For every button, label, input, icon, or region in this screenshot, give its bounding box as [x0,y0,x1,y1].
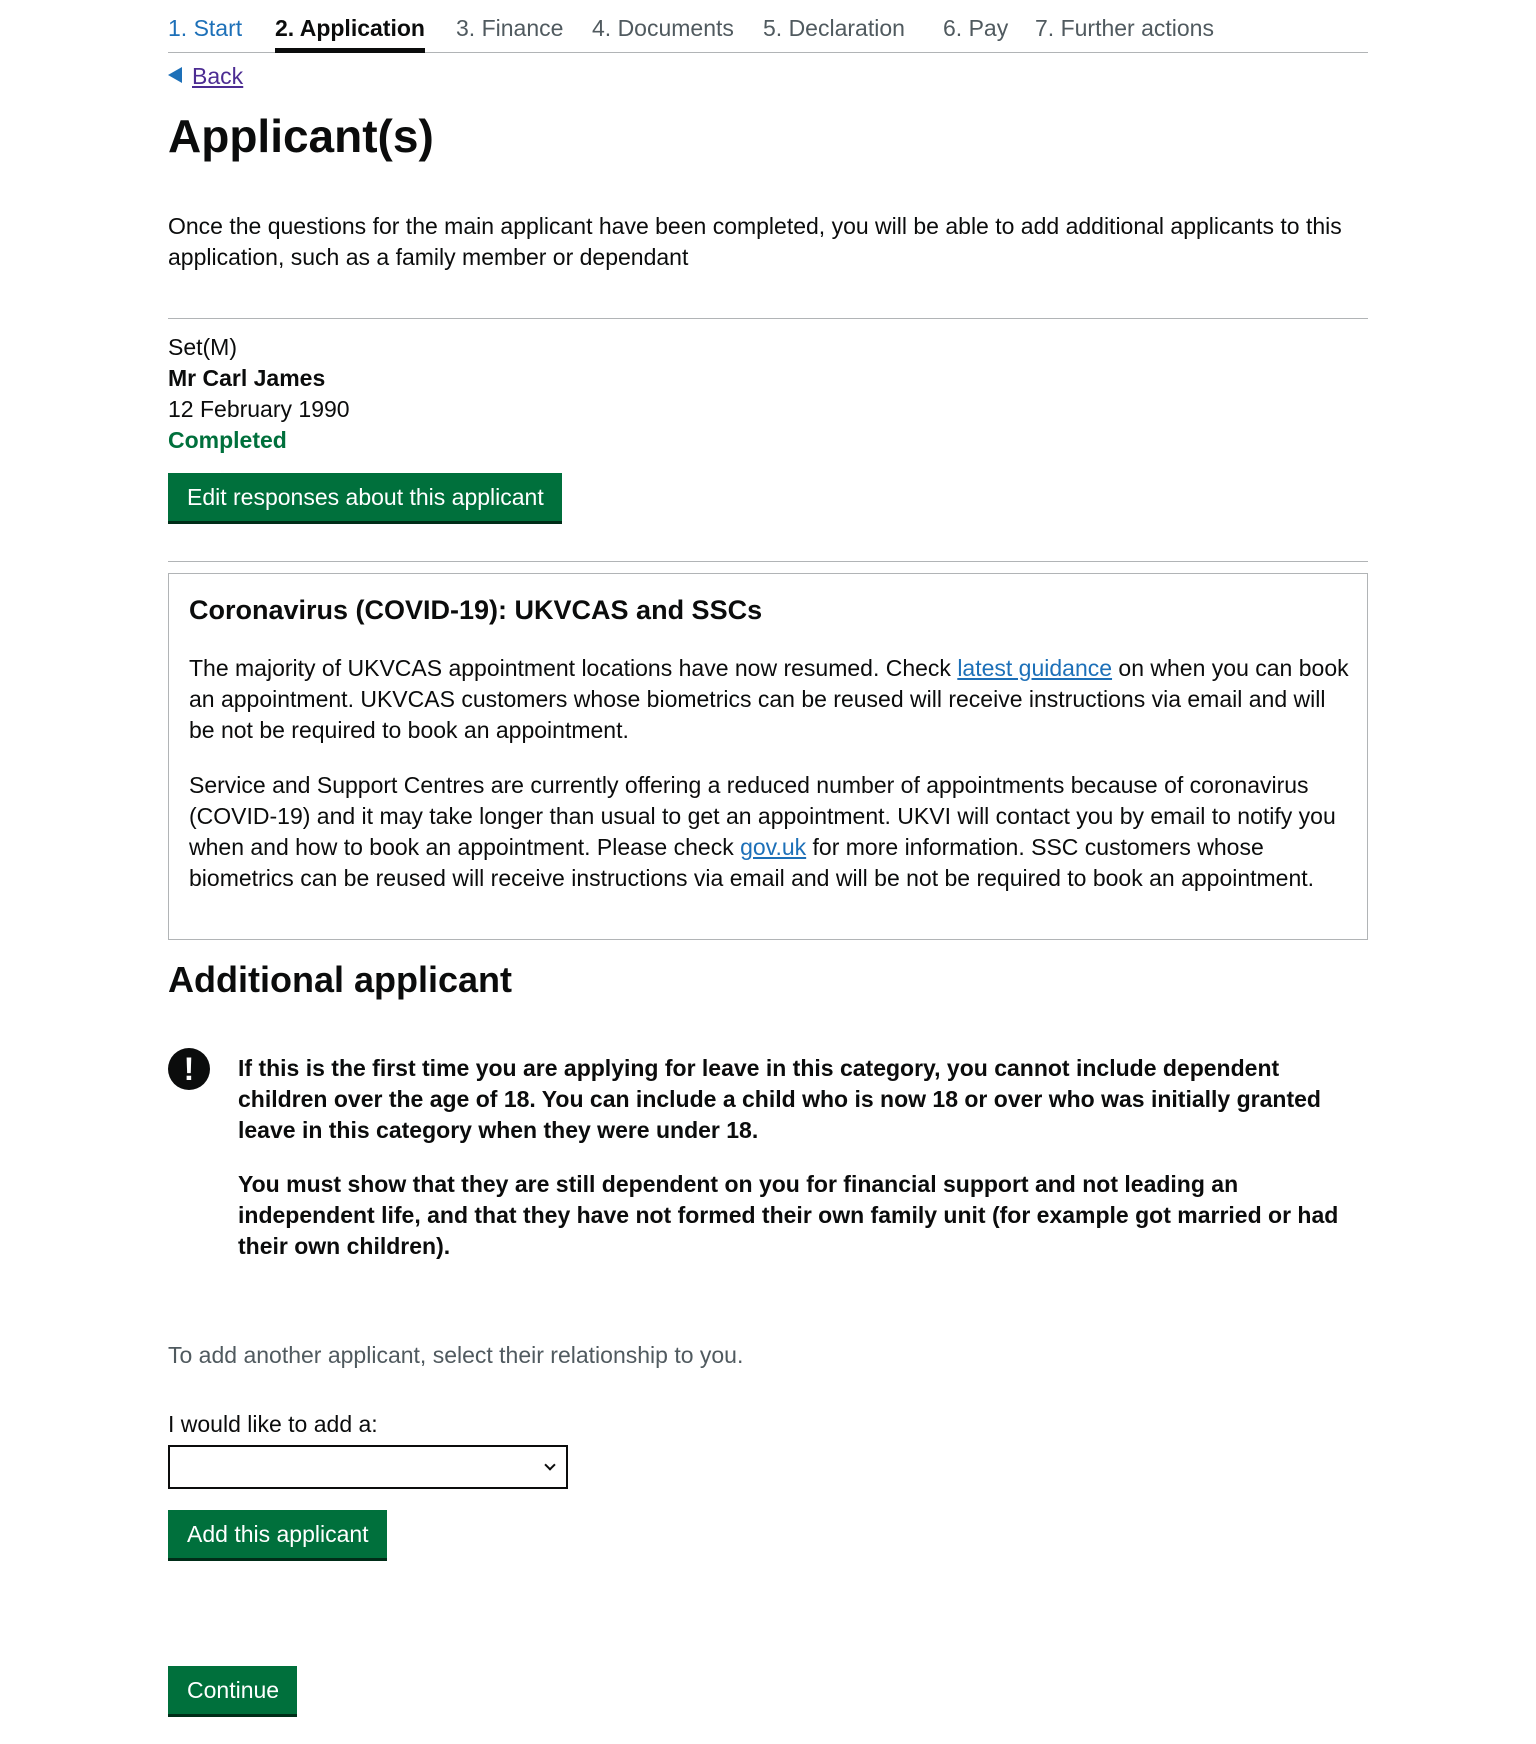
section-divider [168,318,1368,319]
continue-button[interactable]: Continue [168,1666,297,1714]
intro-text: Once the questions for the main applicant have been completed, you will be able to add additional applicants to this application, such as a family member or dependant [168,213,1342,270]
back-link[interactable] [168,62,243,90]
gov-uk-link[interactable]: gov.uk [740,834,807,860]
covid-notice [168,573,1368,940]
notice-text: for more information. SSC customers whose biometrics can be reused will receive instructions via email and will be not be required to book an appointment. [189,834,1315,891]
step-documents: 4. Documents [592,15,734,41]
relationship-select-label: I would like to add a: [168,1411,378,1437]
notice-text: Service and Support Centres are currently offering a reduced number of appointments because of coronavirus (COVID-19) and it may take longer than usual to get an appointment. UKVI will contact you by email to notify you when and how to book an appointment. Please check [189,772,1336,860]
notice-paragraph-ukvcas [189,653,1349,746]
edit-applicant-button[interactable]: Edit responses about this applicant [168,473,562,521]
page-title: Applicant(s) [168,110,434,162]
back-link-label: Back [192,63,244,89]
step-further-actions: 7. Further actions [1035,15,1214,41]
relationship-select[interactable] [168,1445,568,1489]
section-divider [168,561,1368,562]
step-declaration: 5. Declaration [763,15,905,41]
additional-applicant-heading: Additional applicant [168,959,513,1000]
step-application[interactable]: 2. Application [275,15,425,41]
warning-text-age: If this is the first time you are applying for leave in this category, you cannot include dependent children over the age of 18. You can include a child who is now 18 or over who was initially granted leave in this category when they were under 18. [238,1055,1321,1143]
notice-text: on when you can book an appointment. UKVCAS customers whose biometrics can be reused will receive instructions via email and will be not be required to book an appointment. [189,655,1349,743]
notice-title: Coronavirus (COVID-19): UKVCAS and SSCs [189,595,763,625]
step-pay: 6. Pay [943,15,1009,41]
warning-text-dependency: You must show that they are still dependent on you for financial support and not leading an independent life, and that they have not formed their own family unit (for example got married or had their own children). [238,1171,1339,1259]
latest-guidance-link[interactable]: latest guidance [957,655,1113,681]
step-start[interactable]: 1. Start [168,15,243,41]
add-applicant-hint: To add another applicant, select their relationship to you. [168,1342,744,1368]
notice-paragraph-ssc [189,770,1349,894]
add-applicant-button[interactable]: Add this applicant [168,1510,387,1558]
notice-text: The majority of UKVCAS appointment locations have now resumed. Check [189,655,958,681]
step-navigation [168,10,1368,53]
back-arrow-icon [168,67,182,83]
warning-icon: ! [168,1048,210,1090]
step-finance: 3. Finance [456,15,564,41]
applicant-set: Set(M) [168,334,237,360]
applicant-name: Mr Carl James [168,365,326,391]
applicant-dob: 12 February 1990 [168,396,350,422]
chevron-down-icon [544,1459,555,1470]
applicant-status: Completed [168,427,287,453]
